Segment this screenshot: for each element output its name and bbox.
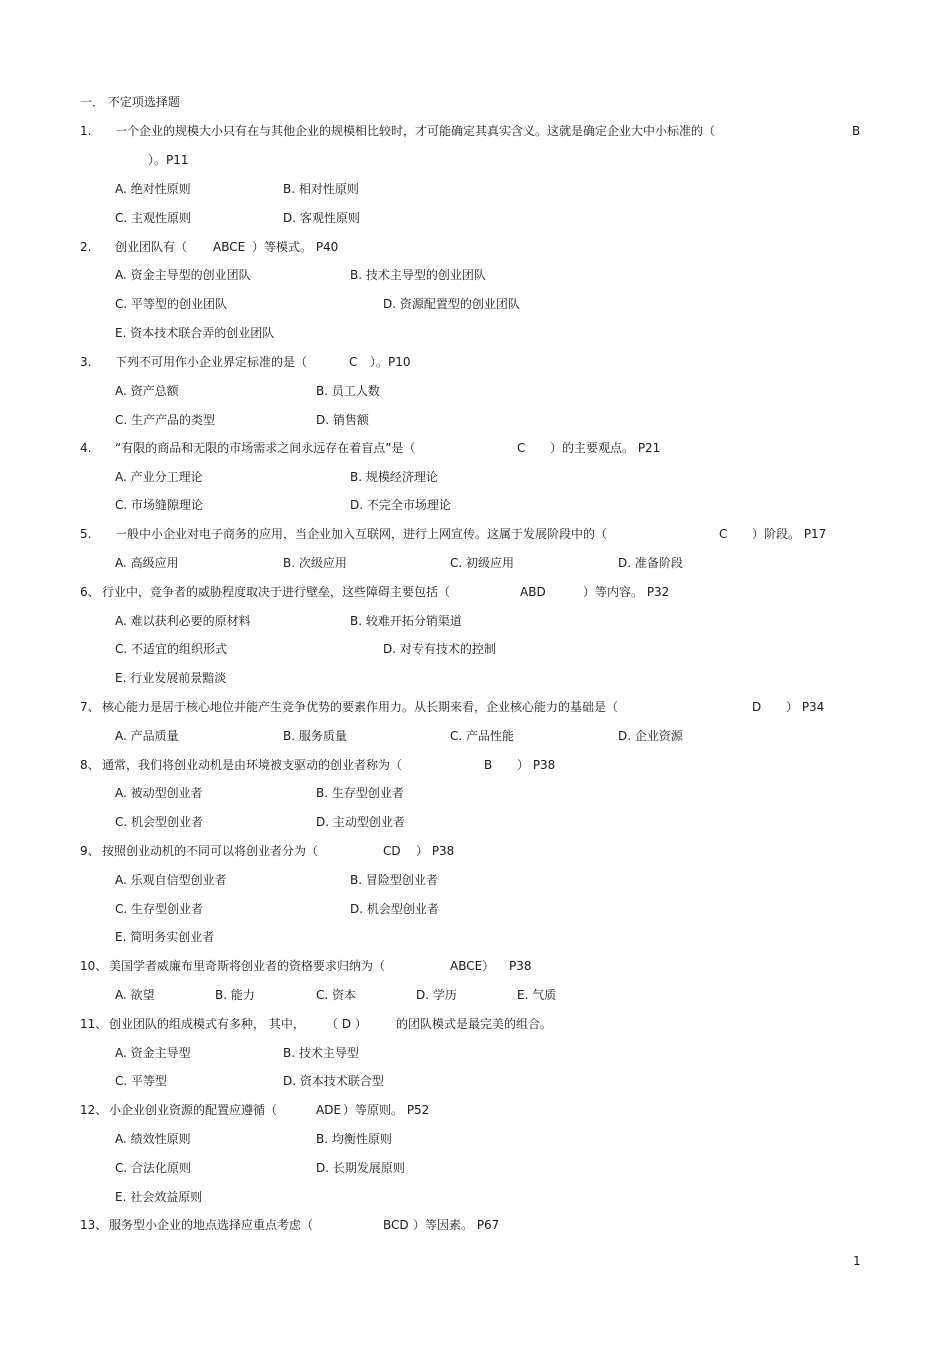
question-9 (0, 841, 950, 861)
option-row (0, 381, 950, 401)
option-row (0, 323, 950, 343)
question-answer: ABCE (213, 240, 246, 254)
question-stem: 美国学者威廉布里奇斯将创业者的资格要求归纳为（ (109, 959, 386, 973)
option: A. 绝对性原则 (115, 182, 191, 196)
question-answer: ABCE） (450, 959, 495, 973)
option: D. 长期发展原则 (316, 1161, 405, 1175)
option: A. 绩效性原则 (115, 1132, 191, 1146)
option: D. 学历 (416, 988, 457, 1002)
question-10 (0, 956, 950, 976)
question-number: 11、 (80, 1017, 108, 1031)
question-stem-end: ）等原则。 P52 (343, 1103, 430, 1117)
question-3 (0, 352, 950, 372)
option: C. 产品性能 (450, 729, 515, 743)
question-number: 6、 (80, 585, 100, 599)
option: B. 技术主导型的创业团队 (350, 268, 486, 282)
option: E. 资本技术联合弄的创业团队 (115, 326, 275, 340)
question-answer: B (852, 124, 861, 138)
question-number: 13、 (80, 1218, 108, 1232)
question-stem-end: ）。P10 (370, 355, 411, 369)
question-number: 4. (80, 441, 92, 455)
option: D. 机会型创业者 (350, 902, 439, 916)
question-1 (0, 121, 950, 141)
option: A. 产业分工理论 (115, 470, 203, 484)
question-8 (0, 755, 950, 775)
option: B. 冒险型创业者 (350, 873, 438, 887)
question-stem: 行业中，竞争者的威胁程度取决于进行壁垒，这些障碍主要包括（ (102, 585, 451, 599)
option: C. 生产产品的类型 (115, 413, 216, 427)
option: D. 客观性原则 (283, 211, 360, 225)
question-stem: 创业团队的组成模式有多种， 其中， (109, 1017, 305, 1031)
section-title: 一． 不定项选择题 (80, 95, 180, 109)
option: D. 资本技术联合型 (283, 1074, 384, 1088)
question-stem-end: ） P38 (416, 844, 455, 858)
question-answer: CD (383, 844, 401, 858)
option: E. 气质 (517, 988, 557, 1002)
option: B. 能力 (215, 988, 255, 1002)
question-stem: 下列不可用作小企业界定标准的是（ (115, 355, 308, 369)
option: B. 规模经济理论 (350, 470, 438, 484)
option: A. 难以获利必要的原材料 (115, 614, 251, 628)
option: C. 初级应用 (450, 556, 515, 570)
question-answer: B (484, 758, 493, 772)
option: E. 行业发展前景黯淡 (115, 671, 227, 685)
option-row (0, 1043, 950, 1063)
question-stem: 小企业创业资源的配置应遵循（ (109, 1103, 278, 1117)
question-stem: 核心能力是居于核心地位并能产生竞争优势的要素作用力。从长期来看，企业核心能力的基础是（ (102, 700, 619, 714)
option: A. 乐观自信型创业者 (115, 873, 227, 887)
option: A. 高级应用 (115, 556, 179, 570)
option-row (0, 927, 950, 947)
question-stem: 服务型小企业的地点选择应重点考虑（ (109, 1218, 314, 1232)
question-answer: D (752, 700, 762, 714)
option: B. 技术主导型 (283, 1046, 359, 1060)
option: C. 主观性原则 (115, 211, 192, 225)
option-row (0, 985, 950, 1005)
option-row (0, 639, 950, 659)
question-stem: 一个企业的规模大小只有在与其他企业的规模相比较时，才可能确定其真实含义。这就是确定企业大中小标准的（ (115, 124, 716, 138)
question-1-cont (0, 150, 950, 170)
option-row (0, 611, 950, 631)
option: A. 欲望 (115, 988, 155, 1002)
option-row (0, 495, 950, 515)
question-number: 12、 (80, 1103, 108, 1117)
option: B. 较难开拓分销渠道 (350, 614, 462, 628)
question-stem-end: 的团队模式是最完美的组合。 (396, 1017, 553, 1031)
question-number: 2. (80, 240, 92, 254)
option-row (0, 668, 950, 688)
option: D. 对专有技术的控制 (383, 642, 496, 656)
question-number: 5. (80, 527, 92, 541)
option-row (0, 1129, 950, 1149)
option: C. 平等型的创业团队 (115, 297, 228, 311)
question-stem: 创业团队有（ (115, 240, 188, 254)
question-stem-end: ）等内容。 P32 (583, 585, 670, 599)
option: C. 合法化原则 (115, 1161, 192, 1175)
option: A. 资金主导型的创业团队 (115, 268, 251, 282)
option: D. 准备阶段 (618, 556, 683, 570)
option: D. 资源配置型的创业团队 (383, 297, 520, 311)
option-row (0, 410, 950, 430)
question-stem: “有限的商品和无限的市场需求之间永远存在着盲点”是（ (115, 441, 416, 455)
option: C. 市场缝隙理论 (115, 498, 204, 512)
option: D. 不完全市场理论 (350, 498, 451, 512)
option: D. 主动型创业者 (316, 815, 405, 829)
question-stem-end: ）。P11 (148, 153, 189, 167)
option-row (0, 783, 950, 803)
option-row (0, 467, 950, 487)
question-stem-end: ） P34 (786, 700, 825, 714)
question-number: 7、 (80, 700, 100, 714)
question-number: 10、 (80, 959, 108, 973)
option: A. 被动型创业者 (115, 786, 203, 800)
question-answer: C (719, 527, 728, 541)
question-7 (0, 697, 950, 717)
question-11 (0, 1014, 950, 1034)
option: A. 产品质量 (115, 729, 179, 743)
option-row (0, 208, 950, 228)
option: A. 资金主导型 (115, 1046, 191, 1060)
question-answer: ADE (316, 1103, 342, 1117)
question-answer: C (349, 355, 358, 369)
option-row (0, 870, 950, 890)
question-answer: ABD (520, 585, 546, 599)
question-stem-end: ）的主要观点。 P21 (550, 441, 661, 455)
option-row (0, 1158, 950, 1178)
question-6 (0, 582, 950, 602)
option: C. 生存型创业者 (115, 902, 204, 916)
question-stem: 按照创业动机的不同可以将创业者分为（ (102, 844, 319, 858)
question-stem-end: P38 (509, 959, 532, 973)
question-answer: C (517, 441, 526, 455)
option: D. 销售额 (316, 413, 369, 427)
option: B. 相对性原则 (283, 182, 359, 196)
option: C. 资本 (316, 988, 357, 1002)
question-stem: 通常，我们将创业动机是由环境被支驱动的创业者称为（ (102, 758, 403, 772)
question-number: 3. (80, 355, 92, 369)
option: B. 员工人数 (316, 384, 380, 398)
question-4 (0, 438, 950, 458)
question-stem-end: ）等模式。 P40 (252, 240, 339, 254)
question-answer: BCD (383, 1218, 409, 1232)
question-5 (0, 524, 950, 544)
question-stem-end: ）等因素。 P67 (413, 1218, 500, 1232)
question-2 (0, 237, 950, 257)
option: C. 机会型创业者 (115, 815, 204, 829)
question-stem: 一般中小企业对电子商务的应用，当企业加入互联网，进行上网宣传。这属于发展阶段中的（ (115, 527, 608, 541)
question-13 (0, 1215, 950, 1235)
question-number: 9、 (80, 844, 100, 858)
option: C. 不适宜的组织形式 (115, 642, 228, 656)
option: A. 资产总额 (115, 384, 179, 398)
option-row (0, 1071, 950, 1091)
option-row (0, 726, 950, 746)
question-number: 1. (80, 124, 92, 138)
option: B. 均衡性原则 (316, 1132, 392, 1146)
option: B. 服务质量 (283, 729, 347, 743)
option: B. 次级应用 (283, 556, 347, 570)
option: C. 平等型 (115, 1074, 168, 1088)
option: B. 生存型创业者 (316, 786, 404, 800)
question-answer: （ D ） (326, 1017, 367, 1031)
option-row (0, 294, 950, 314)
option-row (0, 265, 950, 285)
option: E. 简明务实创业者 (115, 930, 215, 944)
question-stem-end: ） P38 (517, 758, 556, 772)
option-row (0, 1187, 950, 1207)
option-row (0, 553, 950, 573)
option: D. 企业资源 (618, 729, 683, 743)
question-number: 8、 (80, 758, 100, 772)
option-row (0, 812, 950, 832)
option: E. 社会效益原则 (115, 1190, 203, 1204)
question-12 (0, 1100, 950, 1120)
option-row (0, 899, 950, 919)
page-number: 1 (853, 1254, 861, 1268)
option-row (0, 179, 950, 199)
question-stem-end: ）阶段。 P17 (752, 527, 827, 541)
